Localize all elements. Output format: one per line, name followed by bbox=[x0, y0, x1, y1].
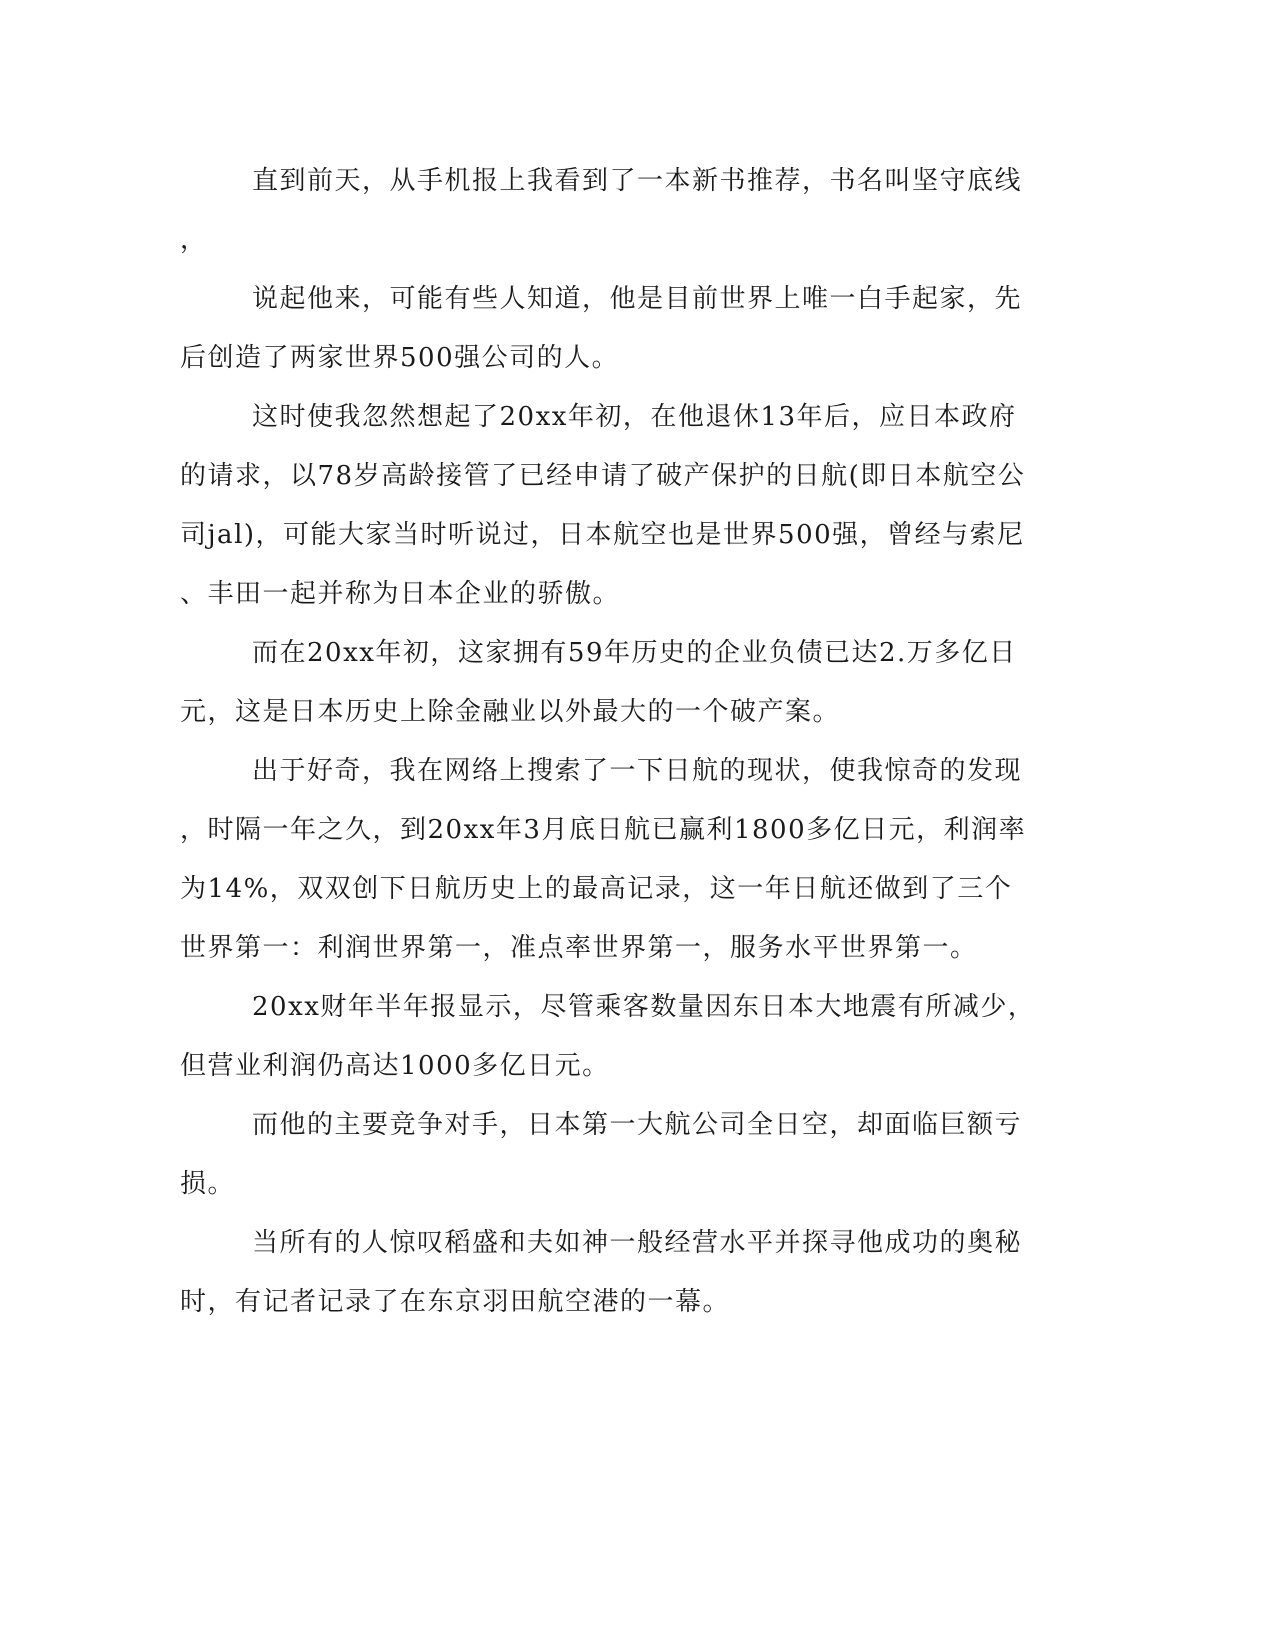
document-body bbox=[180, 152, 1040, 1332]
paragraph: 出于好奇，我在网络上搜索了一下日航的现状，使我惊奇的发现 ，时隔一年之久，到20xx年3月底日航已赢利1800多亿日元，利润率 为14%，双双创下日航历史上的最高记录，这一年日航还做到了三个 世界第一：利润世界第一，准点率世界第一，服务水平世界第一。 bbox=[180, 756, 1027, 963]
paragraph: 直到前天，从手机报上我看到了一本新书推荐，书名叫坚守底线 ， bbox=[180, 166, 1023, 255]
paragraph: 说起他来，可能有些人知道，他是目前世界上唯一白手起家，先 后创造了两家世界500强公司的人。 bbox=[180, 284, 1023, 373]
paragraph: 这时使我忽然想起了20xx年初，在他退休13年后，应日本政府 的请求，以78岁高龄接管了已经申请了破产保护的日航(即日本航空公 司jal)，可能大家当时听说过，日本航空也是世界500强，曾经与索尼 、丰田一起并称为日本企业的骄傲。 bbox=[180, 402, 1026, 609]
paragraph: 而在20xx年初，这家拥有59年历史的企业负债已达2.万多亿日 元，这是日本历史上除金融业以外最大的一个破产案。 bbox=[180, 638, 1017, 727]
paragraph: 20xx财年半年报显示，尽管乘客数量因东日本大地震有所减少， 但营业利润仍高达1000多亿日元。 bbox=[180, 992, 1036, 1081]
paragraph: 而他的主要竞争对手，日本第一大航公司全日空，却面临巨额亏 损。 bbox=[180, 1110, 1023, 1199]
paragraph: 当所有的人惊叹稻盛和夫如神一般经营水平并探寻他成功的奥秘 时，有记者记录了在东京羽田航空港的一幕。 bbox=[180, 1228, 1023, 1317]
